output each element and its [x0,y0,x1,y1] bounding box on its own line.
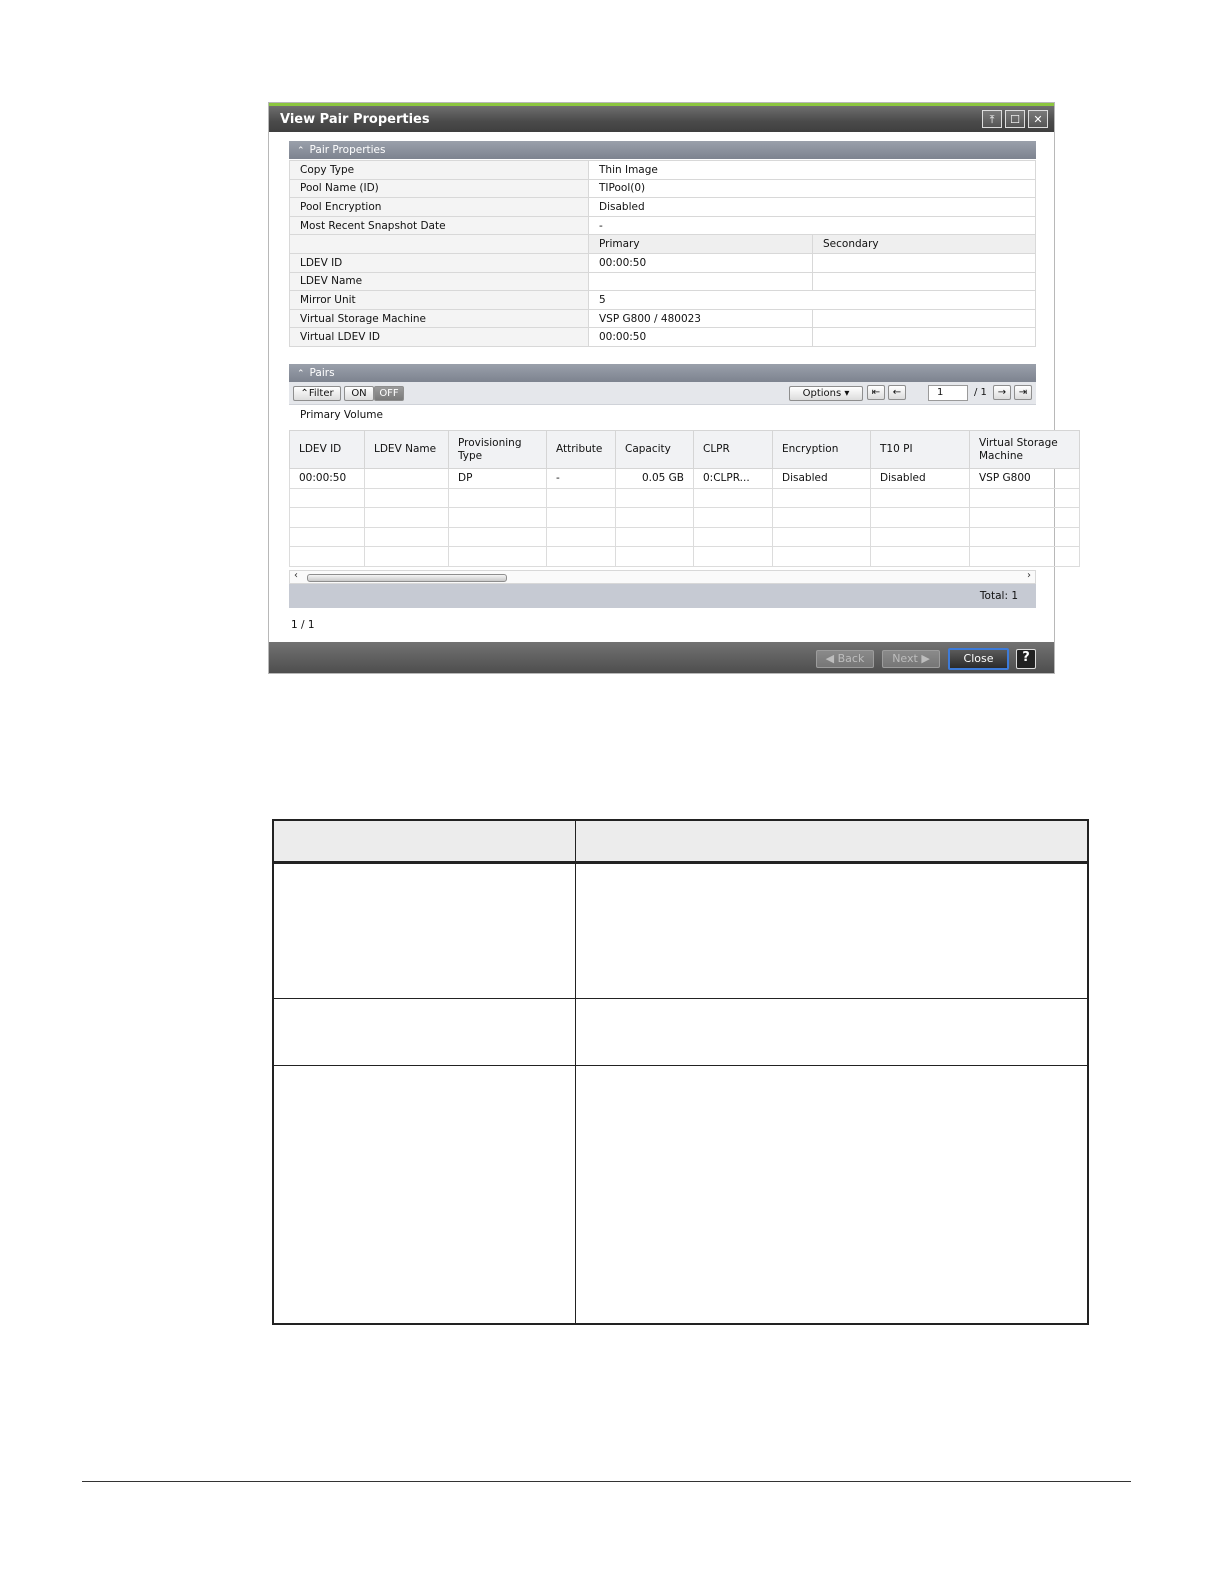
prop-label: Virtual LDEV ID [290,328,589,347]
col-ldev-id[interactable]: LDEV ID [290,431,365,469]
back-arrow-icon: ◀ [825,652,838,665]
empty-row [290,527,1080,547]
page-total: / 1 [974,387,987,398]
empty-row [290,547,1080,567]
total-count: Total: 1 [979,590,1018,602]
prop-row [290,179,1036,198]
scroll-right-icon[interactable]: › [1027,570,1031,581]
prop-label: Mirror Unit [290,291,589,310]
help-icon[interactable]: ? [1016,649,1036,669]
section-title: Pair Properties [309,144,386,156]
empty-row [290,488,1080,508]
col-ldev-name[interactable]: LDEV Name [365,431,449,469]
prop-label: Pool Encryption [290,198,589,217]
prop-value: TIPool(0) [589,179,1036,198]
page-number-input[interactable]: 1 [928,385,968,401]
scrollbar-thumb[interactable] [307,574,507,582]
prop-value: Disabled [589,198,1036,217]
dialog-titlebar [269,103,1054,132]
document-table-row-divider [274,1065,1087,1066]
pair-properties-table [289,160,1036,347]
cell-capacity: 0.05 GB [616,469,694,489]
pairs-table-viewport [289,430,1058,570]
next-page-icon[interactable]: → [993,385,1011,400]
last-page-icon[interactable]: ⇥ [1014,385,1032,400]
secondary-value [813,328,1036,347]
table-row[interactable] [290,469,1080,489]
options-label: Options [802,388,842,399]
primary-value: 5 [589,291,1036,310]
prev-page-icon[interactable]: ← [888,385,906,400]
horizontal-scrollbar[interactable] [289,570,1036,584]
prop-label: LDEV Name [290,272,589,291]
primary-volume-label: Primary Volume [300,409,383,421]
cell-clpr: 0:CLPR... [694,469,773,489]
prop-label: Copy Type [290,161,589,180]
prop-row [290,198,1036,217]
first-page-icon[interactable]: ⇤ [867,385,885,400]
prop-label: Most Recent Snapshot Date [290,216,589,235]
pairs-table [289,430,1080,567]
prop-row [290,291,1036,310]
close-button[interactable]: Close [948,648,1009,670]
primary-value: 00:00:50 [589,253,813,272]
col-attribute[interactable]: Attribute [547,431,616,469]
pairs-total-bar [289,584,1036,608]
prop-row [290,328,1036,347]
next-button[interactable] [882,650,940,668]
col-virtual-storage-machine[interactable]: Virtual Storage Machine [970,431,1080,469]
cell-t10-pi: Disabled [871,469,970,489]
prop-label: LDEV ID [290,253,589,272]
cell-virtual-storage-machine: VSP G800 [970,469,1080,489]
document-table [272,819,1089,1325]
secondary-value [813,272,1036,291]
pin-icon[interactable]: ⤒ [982,110,1002,128]
primary-value [589,272,813,291]
cell-encryption: Disabled [773,469,871,489]
col-capacity[interactable]: Capacity [616,431,694,469]
collapse-chevron-icon: ⌃ [297,146,305,156]
prop-value: - [589,216,1036,235]
prop-header-row [290,235,1036,254]
document-table-row-divider [274,998,1087,999]
filter-chevron-icon: ⌃ [300,388,309,399]
filter-button[interactable] [293,386,341,401]
prop-row [290,216,1036,235]
prop-value: Thin Image [589,161,1036,180]
cell-attribute: - [547,469,616,489]
document-table-header [274,821,1087,864]
page-indicator: 1 / 1 [291,619,315,631]
col-t10-pi[interactable]: T10 PI [871,431,970,469]
cell-ldev-id: 00:00:50 [290,469,365,489]
prop-row [290,253,1036,272]
filter-off-button[interactable]: OFF [374,386,404,401]
secondary-value [813,309,1036,328]
maximize-icon[interactable]: ☐ [1005,110,1025,128]
close-icon[interactable]: ✕ [1028,110,1048,128]
dialog-footer [269,642,1054,673]
prop-row [290,272,1036,291]
page-footer-rule [82,1481,1131,1482]
dialog-title: View Pair Properties [280,112,430,127]
back-label: Back [837,652,865,665]
back-button[interactable] [816,650,874,668]
pairs-toolbar [289,382,1036,405]
view-pair-properties-dialog [269,103,1058,673]
filter-on-button[interactable]: ON [344,386,374,401]
empty-row [290,508,1080,528]
cell-ldev-name [365,469,449,489]
prop-label: Pool Name (ID) [290,179,589,198]
col-encryption[interactable]: Encryption [773,431,871,469]
primary-column-header: Primary [589,235,813,254]
col-provisioning-type[interactable]: Provisioning Type [449,431,547,469]
primary-value: VSP G800 / 480023 [589,309,813,328]
pair-properties-header[interactable] [289,141,1036,159]
pairs-header-row [290,431,1080,469]
pairs-header[interactable] [289,364,1036,382]
next-arrow-icon: ▶ [917,652,930,665]
secondary-column-header: Secondary [813,235,1036,254]
prop-label: Virtual Storage Machine [290,309,589,328]
collapse-chevron-icon: ⌃ [297,369,305,379]
cell-provisioning-type: DP [449,469,547,489]
dropdown-arrow-icon: ▾ [844,388,850,399]
prop-row [290,309,1036,328]
primary-value: 00:00:50 [589,328,813,347]
section-title: Pairs [309,367,335,379]
document-table-divider [575,821,576,1323]
options-button[interactable] [789,386,863,401]
col-clpr[interactable]: CLPR [694,431,773,469]
scroll-left-icon[interactable]: ‹ [294,570,298,581]
filter-label: Filter [308,388,334,399]
prop-row [290,161,1036,180]
next-label: Next [892,652,918,665]
prop-label-empty [290,235,589,254]
secondary-value [813,253,1036,272]
